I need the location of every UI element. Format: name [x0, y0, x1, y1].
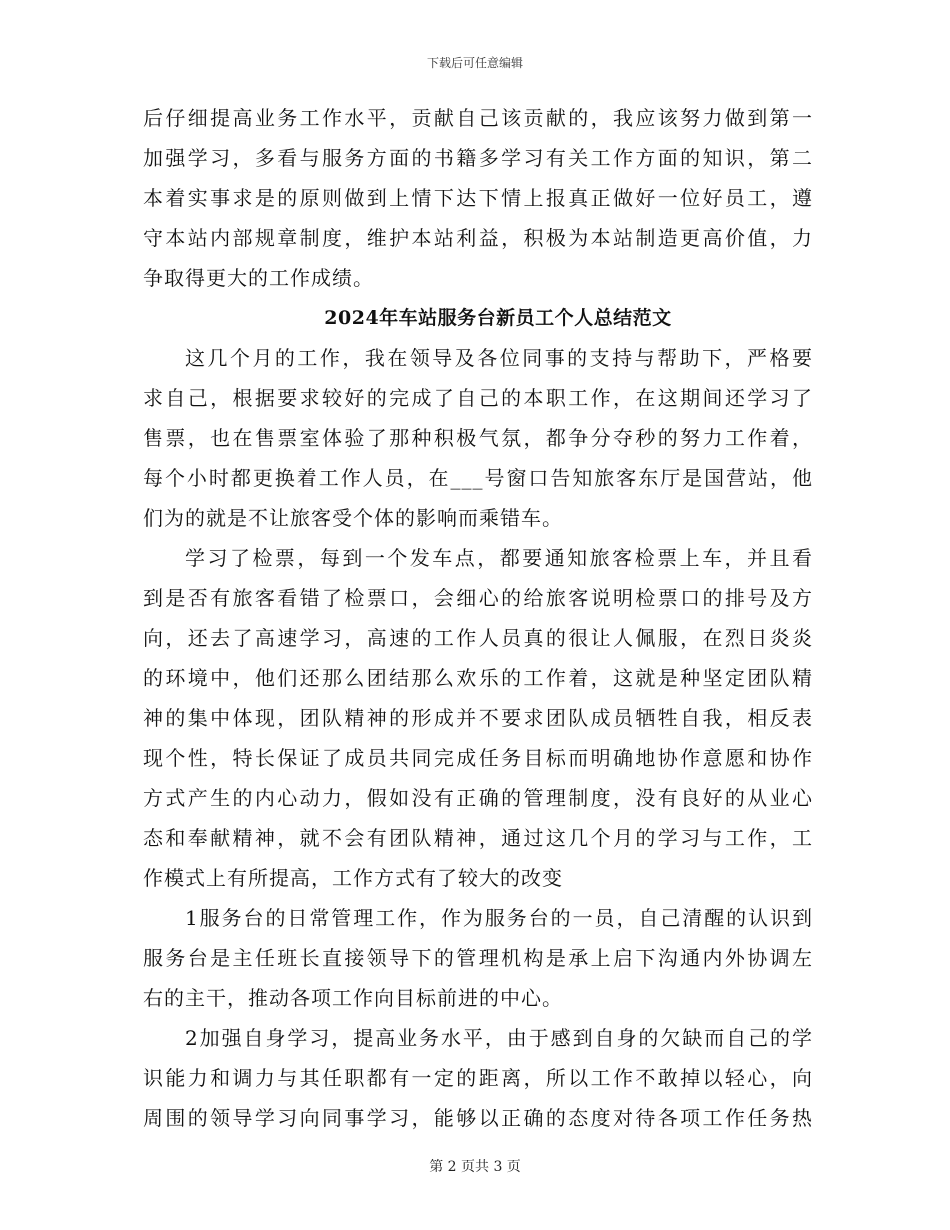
page-footer: 第 2 页共 3 页 — [429, 1159, 521, 1175]
text-line: 每个小时都更换着工作人员，在___号窗口告知旅客东厅是国营站，他 — [143, 466, 813, 490]
text-line: 争取得更大的工作成绩。 — [143, 266, 374, 290]
text-line: 2加强自身学习，提高业务水平，由于感到自身的欠缺而自己的学 — [185, 1026, 813, 1050]
text-line: 本着实事求是的原则做到上情下达下情上报真正做好一位好员工，遵 — [143, 186, 813, 210]
text-line: 识能力和调力与其任职都有一定的距离，所以工作不敢掉以轻心，向 — [143, 1066, 813, 1090]
text-line: 方式产生的内心动力，假如没有正确的管理制度，没有良好的从业心 — [143, 786, 813, 810]
text-line: 后仔细提高业务工作水平，贡献自己该贡献的，我应该努力做到第一 — [143, 106, 813, 130]
text-line: 服务台是主任班长直接领导下的管理机构是承上启下沟通内外协调左 — [143, 946, 813, 970]
text-line: 右的主干，推动各项工作向目标前进的中心。 — [143, 986, 563, 1010]
paragraph — [143, 98, 813, 298]
text-line: 神的集中体现，团队精神的形成并不要求团队成员牺牲自我，相反表 — [143, 706, 813, 730]
text-line: 守本站内部规章制度，维护本站利益，积极为本站制造更高价值，力 — [143, 226, 813, 250]
paragraph — [143, 898, 813, 1018]
paragraph — [143, 338, 813, 538]
text-line: 作模式上有所提高，工作方式有了较大的改变 — [143, 866, 563, 890]
text-line: 们为的就是不让旅客受个体的影响而乘错车。 — [143, 506, 563, 530]
page-header: 下载后可任意编辑 — [426, 56, 523, 70]
document-body — [143, 98, 813, 1138]
text-line: 态和奉献精神，就不会有团队精神，通过这几个月的学习与工作，工 — [143, 826, 813, 850]
text-line: 学习了检票，每到一个发车点，都要通知旅客检票上车，并且看 — [185, 546, 813, 570]
text-line: 现个性，特长保证了成员共同完成任务目标而明确地协作意愿和协作 — [143, 746, 813, 770]
text-line: 的环境中，他们还那么团结那么欢乐的工作着，这就是种坚定团队精 — [143, 666, 813, 690]
text-line: 求自己，根据要求较好的完成了自己的本职工作，在这期间还学习了 — [143, 386, 813, 410]
text-line: 这几个月的工作，我在领导及各位同事的支持与帮助下，严格要 — [185, 346, 813, 370]
section-title: 2024年车站服务台新员工个人总结范文 — [324, 307, 672, 329]
paragraph — [143, 538, 813, 898]
text-line: 周围的领导学习向同事学习，能够以正确的态度对待各项工作任务热 — [143, 1106, 813, 1130]
text-line: 加强学习，多看与服务方面的书籍多学习有关工作方面的知识，第二 — [143, 146, 813, 170]
text-line: 到是否有旅客看错了检票口，会细心的给旅客说明检票口的排号及方 — [143, 586, 813, 610]
paragraph — [143, 1018, 813, 1138]
text-line: 向，还去了高速学习，高速的工作人员真的很让人佩服，在烈日炎炎 — [143, 626, 813, 650]
text-line: 1服务台的日常管理工作，作为服务台的一员，自己清醒的认识到 — [185, 906, 813, 930]
text-line: 售票，也在售票室体验了那种积极气氛，都争分夺秒的努力工作着， — [143, 426, 813, 450]
